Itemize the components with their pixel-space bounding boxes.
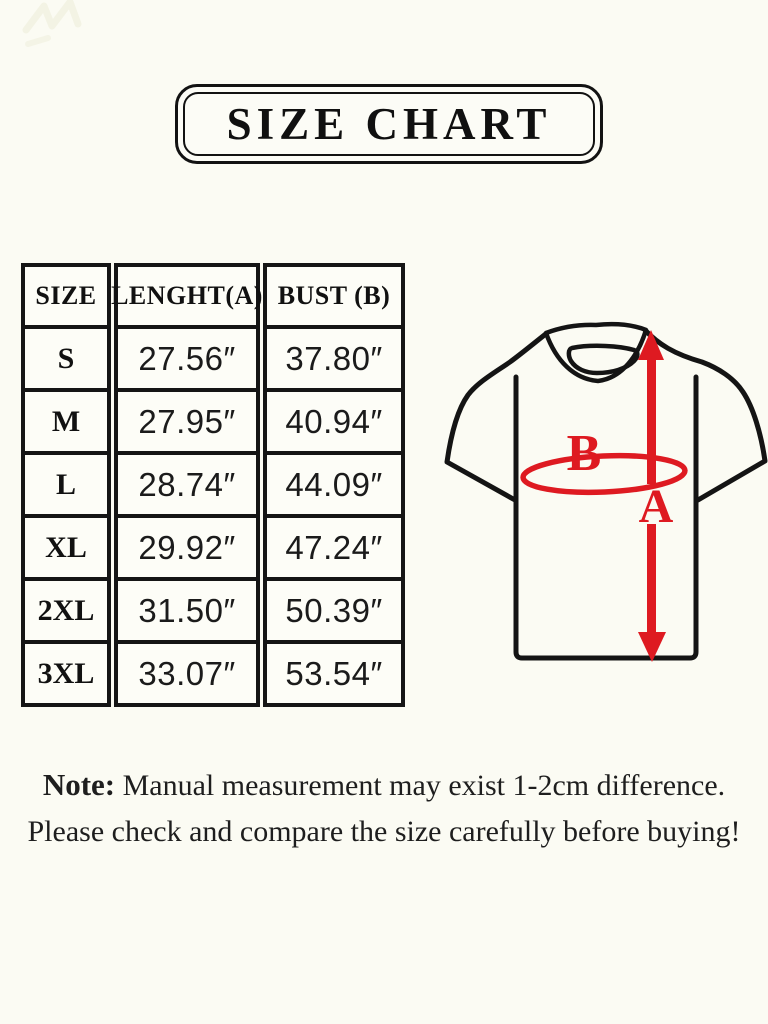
- size-label: S: [57, 341, 75, 375]
- tshirt-right-sleeve: [645, 330, 765, 500]
- length-value: 27.56″: [138, 339, 236, 377]
- label-b: B: [566, 425, 602, 482]
- note-line-2-text: Please check and compare the size carefully before buying!: [27, 815, 741, 848]
- page-title: SIZE CHART: [226, 99, 552, 149]
- length-value: 29.92″: [138, 528, 236, 566]
- tshirt-collar-inner: [569, 346, 638, 373]
- note: [0, 762, 768, 855]
- note-line-1: [0, 762, 768, 809]
- bust-value: 47.24″: [285, 528, 383, 566]
- col-header-size-label: SIZE: [35, 281, 97, 310]
- label-a: A: [638, 480, 674, 533]
- size-label: XL: [45, 530, 87, 564]
- size-label: L: [55, 467, 76, 501]
- bust-value: 50.39″: [285, 591, 383, 629]
- length-value: 28.74″: [138, 465, 236, 503]
- size-label: M: [51, 404, 81, 438]
- size-label: 3XL: [37, 656, 95, 690]
- note-prefix: Note:: [42, 767, 116, 802]
- bust-value: 44.09″: [285, 465, 383, 503]
- length-value: 27.95″: [138, 402, 236, 440]
- length-arrow-shaft-top: [647, 356, 656, 484]
- col-header-length-label: LENGHT(A): [111, 281, 263, 310]
- tshirt-left-sleeve: [447, 333, 547, 500]
- bust-value: 53.54″: [285, 654, 383, 692]
- note-line-1-text: Manual measurement may exist 1-2cm difference.: [115, 769, 726, 802]
- length-arrow-shaft-bottom: [647, 524, 656, 636]
- bust-value: 40.94″: [285, 402, 383, 440]
- length-value: 33.07″: [138, 654, 236, 692]
- bust-value: 37.80″: [285, 339, 383, 377]
- size-label: 2XL: [37, 593, 95, 627]
- note-line-2: [0, 809, 768, 855]
- col-header-bust-label: BUST (B): [277, 281, 391, 310]
- length-value: 31.50″: [138, 591, 236, 629]
